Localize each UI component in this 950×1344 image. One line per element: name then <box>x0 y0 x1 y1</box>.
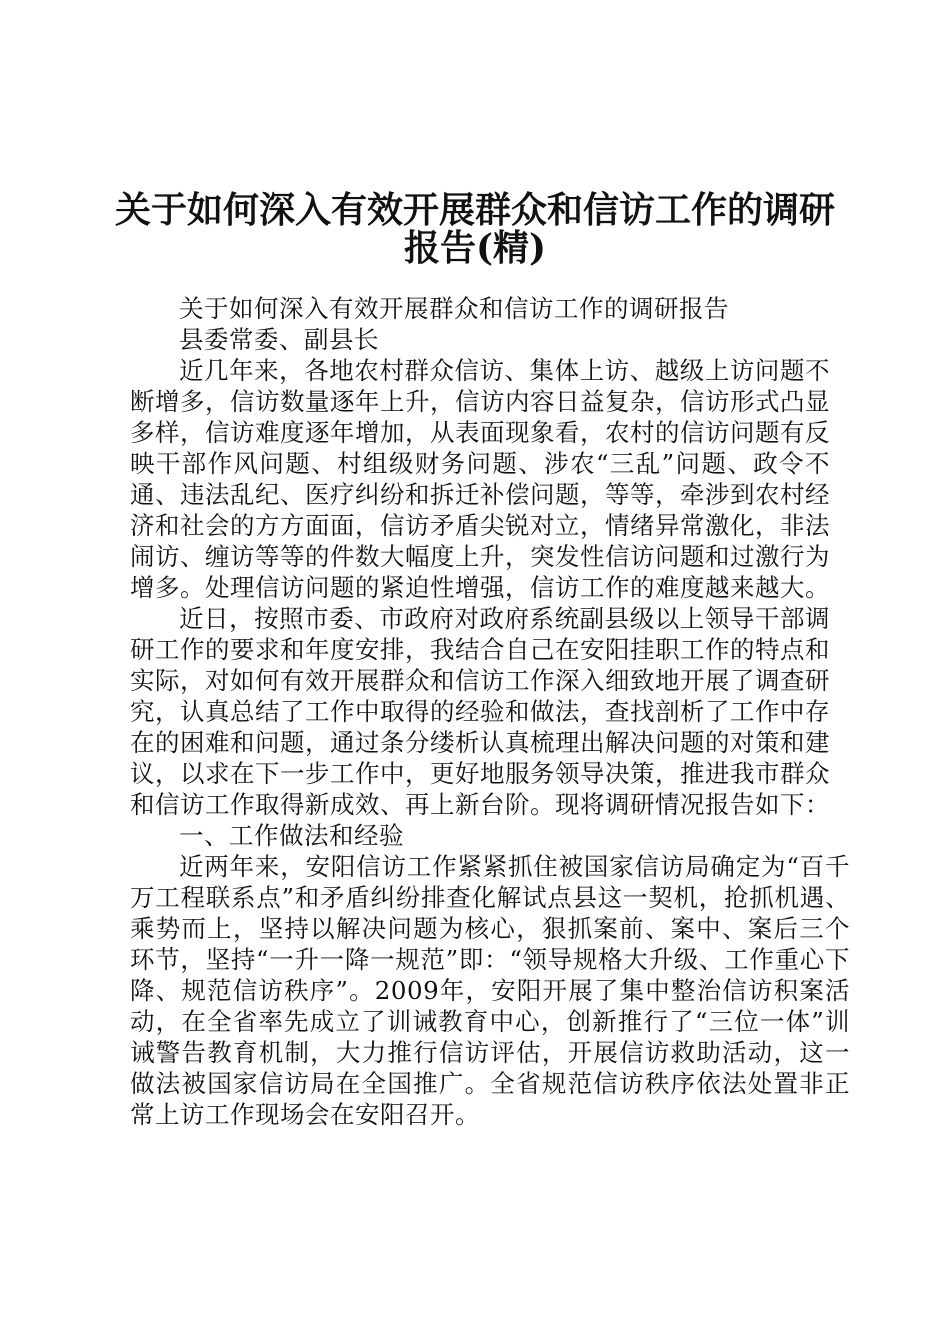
document-body <box>130 293 850 1130</box>
section-heading-1: 一、工作做法和经验 <box>179 821 404 850</box>
body-paragraph-3: 近两年来，安阳信访工作紧紧抓住被国家信访局确定为“百千万工程联系点”和矛盾纠纷排查化解试点县这一契机，抢抓机遇、乘势而上，坚持以解决问题为核心，狠抓案前、案中、案后三个环节，坚持“一升一降一规范”即：“领导规格大升级、工作重心下降、规范信访秩序”。2009年，安阳开展了集中整治信访积案活动，在全省率先成立了训诫教育中心，创新推行了“三位一体”训诫警告教育机制，大力推行信访评估，开展信访救助活动，这一做法被国家信访局在全国推广。全省规范信访秩序依法处置非正常上访工作现场会在安阳召开。 <box>130 852 850 1129</box>
document-title-line-2: 报告(精) <box>403 227 547 269</box>
document-author: 县委常委、副县长 <box>179 325 379 354</box>
body-paragraph-2: 近日，按照市委、市政府对政府系统副县级以上领导干部调研工作的要求和年度安排，我结合自己在安阳挂职工作的特点和实际，对如何有效开展群众和信访工作深入细致地开展了调查研究，认真总结了工作中取得的经验和做法，查找剖析了工作中存在的困难和问题，通过条分缕析认真梳理出解决问题的对策和建议，以求在下一步工作中，更好地服务领导决策，推进我市群众和信访工作取得新成效、再上新台阶。现将调研情况报告如下： <box>130 604 830 819</box>
document-title-line-1: 关于如何深入有效开展群众和信访工作的调研 <box>114 189 835 231</box>
document-subtitle: 关于如何深入有效开展群众和信访工作的调研报告 <box>179 294 729 323</box>
body-paragraph-1: 近几年来，各地农村群众信访、集体上访、越级上访问题不断增多，信访数量逐年上升，信访内容日益复杂，信访形式凸显多样，信访难度逐年增加，从表面现象看，农村的信访问题有反映干部作风问题、村组级财务问题、涉农“三乱”问题、政令不通、违法乱纪、医疗纠纷和拆迁补偿问题，等等，牵涉到农村经济和社会的方方面面，信访矛盾尖锐对立，情绪异常激化，非法闹访、缠访等等的件数大幅度上升，突发性信访问题和过激行为增多。处理信访问题的紧迫性增强，信访工作的难度越来越大。 <box>130 356 830 602</box>
